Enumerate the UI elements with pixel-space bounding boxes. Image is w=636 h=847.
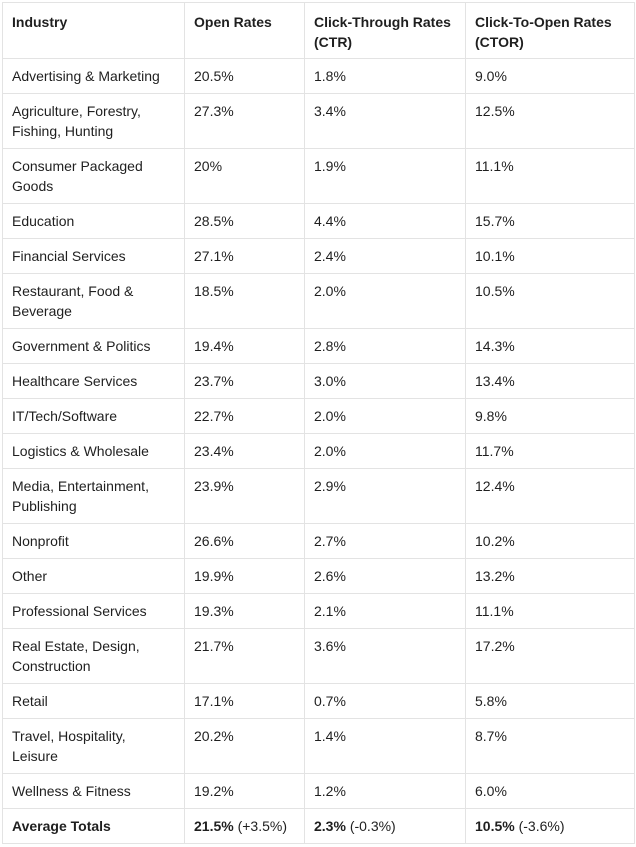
cell-open-rate: 28.5% bbox=[185, 204, 305, 239]
totals-ctor-value: 10.5% bbox=[475, 818, 515, 834]
cell-ctr: 2.8% bbox=[305, 329, 466, 364]
cell-ctr: 1.2% bbox=[305, 774, 466, 809]
header-open-rates: Open Rates bbox=[185, 3, 305, 59]
cell-ctr: 1.4% bbox=[305, 719, 466, 774]
cell-ctr: 2.0% bbox=[305, 434, 466, 469]
cell-open-rate: 21.7% bbox=[185, 629, 305, 684]
cell-ctor: 8.7% bbox=[466, 719, 635, 774]
cell-industry: Government & Politics bbox=[3, 329, 185, 364]
cell-ctr: 3.4% bbox=[305, 94, 466, 149]
cell-ctr: 3.6% bbox=[305, 629, 466, 684]
cell-ctr: 2.9% bbox=[305, 469, 466, 524]
cell-open-rate: 20.5% bbox=[185, 59, 305, 94]
cell-ctr: 4.4% bbox=[305, 204, 466, 239]
cell-ctr: 0.7% bbox=[305, 684, 466, 719]
table-row bbox=[3, 594, 635, 629]
table-row bbox=[3, 774, 635, 809]
cell-open-rate: 19.4% bbox=[185, 329, 305, 364]
cell-ctor: 12.4% bbox=[466, 469, 635, 524]
cell-ctor: 10.1% bbox=[466, 239, 635, 274]
table-row bbox=[3, 329, 635, 364]
table-row bbox=[3, 399, 635, 434]
cell-industry: Restaurant, Food & Beverage bbox=[3, 274, 185, 329]
table-row bbox=[3, 94, 635, 149]
cell-open-rate: 20% bbox=[185, 149, 305, 204]
header-row bbox=[3, 3, 635, 59]
totals-ctr-delta: (-0.3%) bbox=[349, 818, 396, 834]
cell-ctor: 10.5% bbox=[466, 274, 635, 329]
table-row bbox=[3, 559, 635, 594]
cell-ctor: 11.7% bbox=[466, 434, 635, 469]
totals-open-rate bbox=[185, 809, 305, 844]
table-row bbox=[3, 59, 635, 94]
cell-industry: Financial Services bbox=[3, 239, 185, 274]
cell-ctor: 9.0% bbox=[466, 59, 635, 94]
cell-industry: Retail bbox=[3, 684, 185, 719]
cell-industry: Nonprofit bbox=[3, 524, 185, 559]
cell-ctr: 1.9% bbox=[305, 149, 466, 204]
table-row bbox=[3, 524, 635, 559]
cell-ctr: 2.1% bbox=[305, 594, 466, 629]
cell-ctr: 2.6% bbox=[305, 559, 466, 594]
totals-open-delta: (+3.5%) bbox=[237, 818, 288, 834]
cell-industry: Logistics & Wholesale bbox=[3, 434, 185, 469]
cell-ctr: 3.0% bbox=[305, 364, 466, 399]
cell-ctr: 1.8% bbox=[305, 59, 466, 94]
table-row bbox=[3, 684, 635, 719]
table-body bbox=[3, 59, 635, 844]
cell-open-rate: 20.2% bbox=[185, 719, 305, 774]
cell-open-rate: 18.5% bbox=[185, 274, 305, 329]
cell-open-rate: 19.3% bbox=[185, 594, 305, 629]
table-row bbox=[3, 719, 635, 774]
cell-industry: Advertising & Marketing bbox=[3, 59, 185, 94]
cell-industry: Education bbox=[3, 204, 185, 239]
totals-label: Average Totals bbox=[3, 809, 185, 844]
cell-open-rate: 22.7% bbox=[185, 399, 305, 434]
cell-ctr: 2.4% bbox=[305, 239, 466, 274]
average-totals-row bbox=[3, 809, 635, 844]
cell-industry: Other bbox=[3, 559, 185, 594]
cell-ctor: 6.0% bbox=[466, 774, 635, 809]
header-ctor: Click-To-Open Rates (CTOR) bbox=[466, 3, 635, 59]
totals-open-value: 21.5% bbox=[194, 818, 234, 834]
cell-open-rate: 26.6% bbox=[185, 524, 305, 559]
totals-ctor bbox=[466, 809, 635, 844]
cell-industry: Healthcare Services bbox=[3, 364, 185, 399]
totals-ctor-delta: (-3.6%) bbox=[518, 818, 565, 834]
cell-open-rate: 27.1% bbox=[185, 239, 305, 274]
table-row bbox=[3, 149, 635, 204]
table-row bbox=[3, 274, 635, 329]
cell-ctor: 13.2% bbox=[466, 559, 635, 594]
table-header bbox=[3, 3, 635, 59]
cell-ctr: 2.7% bbox=[305, 524, 466, 559]
table-row bbox=[3, 239, 635, 274]
cell-open-rate: 19.2% bbox=[185, 774, 305, 809]
cell-ctor: 10.2% bbox=[466, 524, 635, 559]
totals-ctr-value: 2.3% bbox=[314, 818, 346, 834]
header-ctr: Click-Through Rates (CTR) bbox=[305, 3, 466, 59]
cell-open-rate: 27.3% bbox=[185, 94, 305, 149]
table-row bbox=[3, 434, 635, 469]
cell-ctor: 13.4% bbox=[466, 364, 635, 399]
cell-ctor: 9.8% bbox=[466, 399, 635, 434]
cell-industry: Media, Entertainment, Publishing bbox=[3, 469, 185, 524]
header-industry: Industry bbox=[3, 3, 185, 59]
cell-ctor: 14.3% bbox=[466, 329, 635, 364]
totals-ctr bbox=[305, 809, 466, 844]
cell-open-rate: 23.4% bbox=[185, 434, 305, 469]
table-row bbox=[3, 629, 635, 684]
cell-ctor: 15.7% bbox=[466, 204, 635, 239]
table-row bbox=[3, 364, 635, 399]
cell-industry: IT/Tech/Software bbox=[3, 399, 185, 434]
cell-open-rate: 17.1% bbox=[185, 684, 305, 719]
cell-open-rate: 19.9% bbox=[185, 559, 305, 594]
cell-industry: Wellness & Fitness bbox=[3, 774, 185, 809]
cell-ctor: 12.5% bbox=[466, 94, 635, 149]
cell-industry: Professional Services bbox=[3, 594, 185, 629]
cell-ctor: 11.1% bbox=[466, 149, 635, 204]
table-row bbox=[3, 204, 635, 239]
email-benchmarks-table bbox=[2, 2, 635, 844]
cell-industry: Travel, Hospitality, Leisure bbox=[3, 719, 185, 774]
cell-open-rate: 23.9% bbox=[185, 469, 305, 524]
cell-ctor: 17.2% bbox=[466, 629, 635, 684]
cell-ctor: 5.8% bbox=[466, 684, 635, 719]
cell-industry: Agriculture, Forestry, Fishing, Hunting bbox=[3, 94, 185, 149]
cell-open-rate: 23.7% bbox=[185, 364, 305, 399]
table-row bbox=[3, 469, 635, 524]
cell-industry: Real Estate, Design, Construction bbox=[3, 629, 185, 684]
cell-industry: Consumer Packaged Goods bbox=[3, 149, 185, 204]
cell-ctr: 2.0% bbox=[305, 399, 466, 434]
cell-ctr: 2.0% bbox=[305, 274, 466, 329]
cell-ctor: 11.1% bbox=[466, 594, 635, 629]
